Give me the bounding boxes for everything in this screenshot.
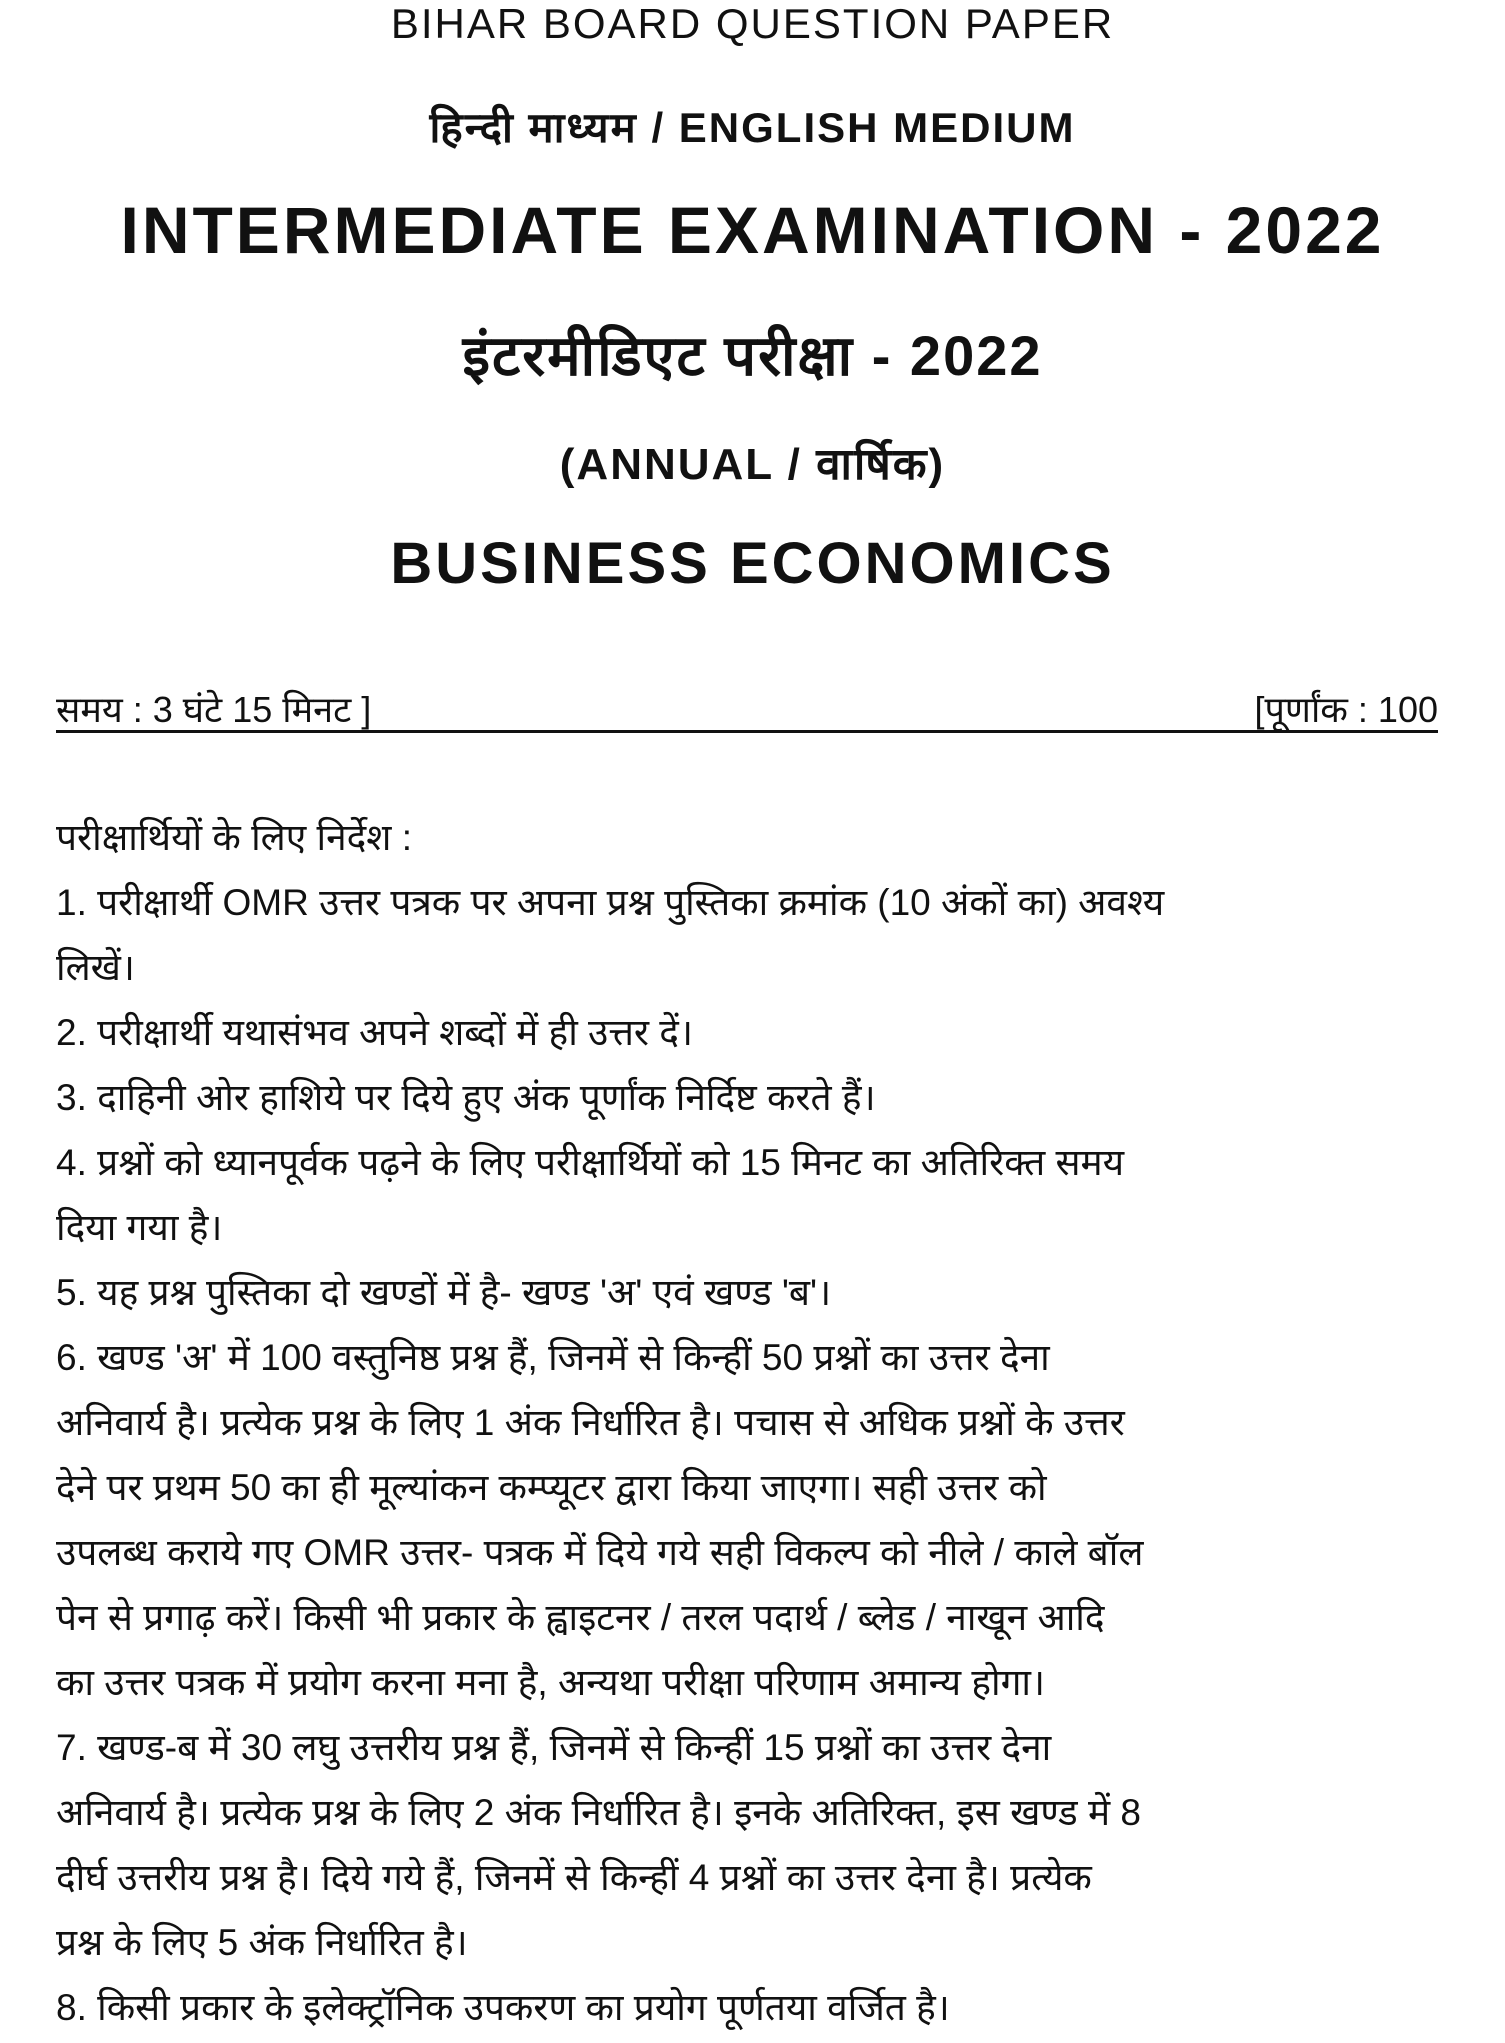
- session-label: (ANNUAL / वार्षिक): [559, 440, 946, 489]
- instruction-line: उपलब्ध कराये गए OMR उत्तर- पत्रक में दिये गये सही विकल्प को नीले / काले बॉल: [56, 1532, 1144, 1573]
- instruction-line: 4. प्रश्नों को ध्यानपूर्वक पढ़ने के लिए परीक्षार्थियों को 15 मिनट का अतिरिक्त समय: [56, 1142, 1125, 1183]
- instruction-line: 3. दाहिनी ओर हाशिये पर दिये हुए अंक पूर्णांक निर्दिष्ट करते हैं।: [56, 1077, 876, 1118]
- medium-label: हिन्दी माध्यम / ENGLISH MEDIUM: [429, 104, 1076, 151]
- instruction-line: 7. खण्ड-ब में 30 लघु उत्तरीय प्रश्न हैं, जिनमें से किन्हीं 15 प्रश्नों का उत्तर देना: [56, 1727, 1052, 1768]
- instruction-line: पेन से प्रगाढ़ करें। किसी भी प्रकार के ह्वाइटनर / तरल पदार्थ / ब्लेड / नाखून आदि: [56, 1597, 1105, 1638]
- instruction-line: 2. परीक्षार्थी यथासंभव अपने शब्दों में ही उत्तर दें।: [56, 1012, 693, 1053]
- instruction-line: 5. यह प्रश्न पुस्तिका दो खण्डों में है- खण्ड 'अ' एवं खण्ड 'ब'।: [56, 1272, 832, 1313]
- exam-title-hindi: इंटरमीडिएट परीक्षा - 2022: [462, 324, 1043, 387]
- subject-title: BUSINESS ECONOMICS: [390, 531, 1115, 596]
- instruction-line: प्रश्न के लिए 5 अंक निर्धारित है।: [56, 1922, 468, 1963]
- full-marks: [पूर्णांक : 100: [1254, 689, 1438, 730]
- instruction-line: देने पर प्रथम 50 का ही मूल्यांकन कम्प्यूटर द्वारा किया जाएगा। सही उत्तर को: [56, 1467, 1047, 1508]
- instruction-line: 1. परीक्षार्थी OMR उत्तर पत्रक पर अपना प्रश्न पुस्तिका क्रमांक (10 अंकों का) अवश्य: [56, 882, 1165, 923]
- instruction-line: का उत्तर पत्रक में प्रयोग करना मना है, अन्यथा परीक्षा परिणाम अमान्य होगा।: [56, 1662, 1046, 1703]
- instructions-heading: परीक्षार्थियों के लिए निर्देश :: [56, 817, 412, 858]
- time-allowed: समय : 3 घंटे 15 मिनट ]: [56, 689, 372, 730]
- instruction-line: लिखें।: [56, 947, 135, 988]
- instruction-line: अनिवार्य है। प्रत्येक प्रश्न के लिए 1 अंक निर्धारित है। पचास से अधिक प्रश्नों के उत्तर: [56, 1402, 1125, 1443]
- exam-title-english: INTERMEDIATE EXAMINATION - 2022: [120, 193, 1385, 267]
- instructions: [56, 808, 1456, 2043]
- instruction-line: दिया गया है।: [56, 1207, 223, 1248]
- instruction-line: 6. खण्ड 'अ' में 100 वस्तुनिष्ठ प्रश्न हैं, जिनमें से किन्हीं 50 प्रश्नों का उत्तर देना: [56, 1337, 1050, 1378]
- instruction-line: अनिवार्य है। प्रत्येक प्रश्न के लिए 2 अंक निर्धारित है। इनके अतिरिक्त, इस खण्ड में 8: [56, 1792, 1141, 1833]
- instruction-line: 8. किसी प्रकार के इलेक्ट्रॉनिक उपकरण का प्रयोग पूर्णतया वर्जित है।: [56, 1987, 950, 2028]
- board-title: BIHAR BOARD QUESTION PAPER: [390, 0, 1115, 47]
- instruction-line: दीर्घ उत्तरीय प्रश्न है। दिये गये हैं, जिनमें से किन्हीं 4 प्रश्नों का उत्तर देना है। प्रत्येक: [56, 1857, 1092, 1898]
- exam-meta-row: [56, 684, 1438, 733]
